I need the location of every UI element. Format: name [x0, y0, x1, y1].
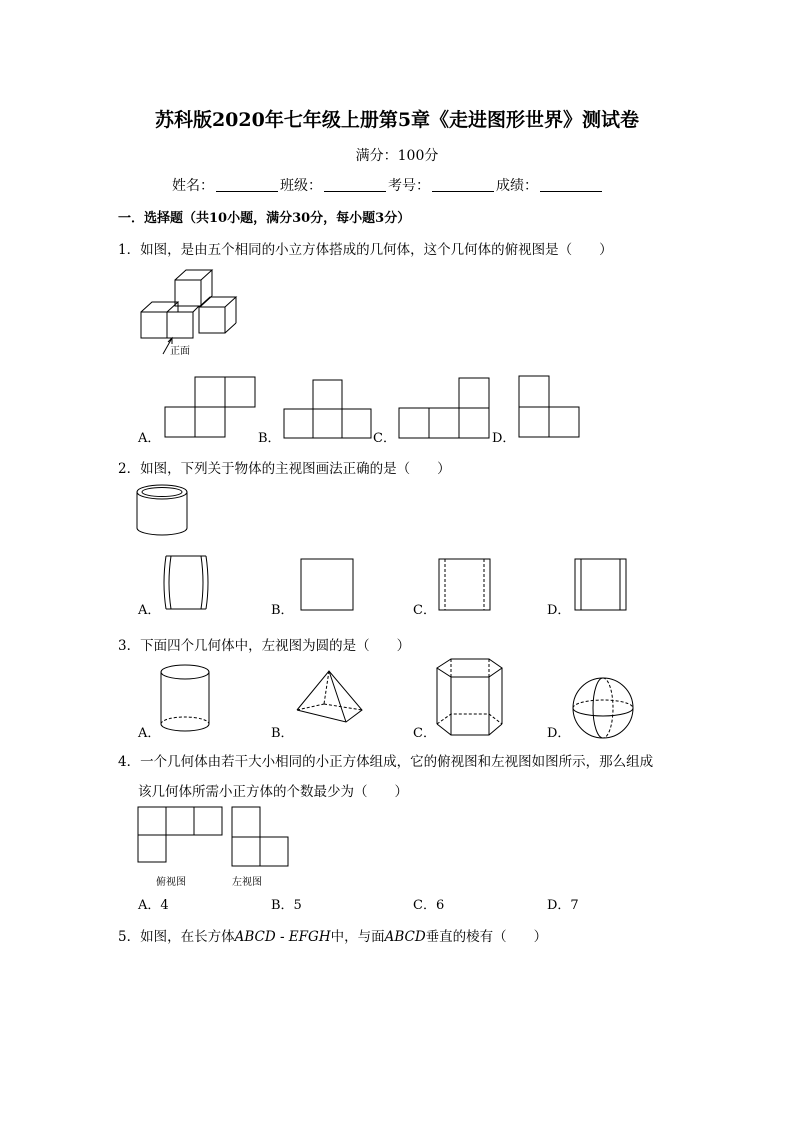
q2-option-d-figure: [574, 558, 628, 612]
q3-option-a-cylinder-figure: [160, 664, 212, 736]
q1-option-b-figure: [283, 380, 373, 440]
name-label: 姓名：: [172, 178, 214, 194]
q3-option-d-sphere-figure: [572, 677, 634, 739]
name-blank[interactable]: [216, 177, 278, 192]
q1-option-b[interactable]: B．: [258, 431, 281, 446]
q2-option-c[interactable]: C．: [413, 603, 436, 618]
q4-option-c[interactable]: C．6: [413, 898, 445, 913]
q3-option-a[interactable]: A．: [138, 726, 161, 741]
q1-solid-figure: [130, 270, 240, 360]
q1-option-a[interactable]: A．: [138, 431, 161, 446]
q2-cylinder-ring-figure: [136, 484, 190, 536]
question-4-text-line1: 4．一个几何体由若干大小相同的小正方体组成，它的俯视图和左视图如图所示，那么组成: [118, 754, 654, 770]
question-1-text: 1．如图，是由五个相同的小立方体搭成的几何体，这个几何体的俯视图是（ ）: [118, 242, 613, 258]
front-label: 正面: [170, 346, 190, 357]
q4-top-view-figure: [137, 806, 223, 864]
top-view-label: 俯视图: [156, 877, 186, 888]
q3-option-c-prism-figure: [436, 658, 504, 740]
page-title: 苏科版2020年七年级上册第5章《走进图形世界》测试卷: [154, 109, 640, 131]
q3-option-d[interactable]: D．: [547, 726, 571, 741]
q1-option-a-figure: [164, 377, 256, 439]
q3-option-b[interactable]: B．: [271, 726, 294, 741]
q5-solid-name: ABCD - EFGH: [234, 929, 331, 945]
question-3-text: 3．下面四个几何体中，左视图为圆的是（ ）: [118, 638, 411, 654]
q2-option-b[interactable]: B．: [271, 603, 294, 618]
q3-option-b-pyramid-figure: [296, 670, 364, 728]
left-view-label: 左视图: [232, 877, 262, 888]
result-label: 成绩：: [496, 178, 538, 194]
q1-option-c-figure: [398, 378, 490, 440]
section-heading: 一．选择题（共10小题，满分30分，每小题3分）: [118, 211, 411, 226]
full-score: 满分：100分: [355, 148, 439, 164]
q4-option-d[interactable]: D．7: [547, 898, 579, 913]
question-4-text-line2: 该几何体所需小正方体的个数最少为（ ）: [138, 784, 408, 800]
q4-option-b[interactable]: B．5: [271, 898, 302, 913]
q1-option-c[interactable]: C．: [373, 431, 396, 446]
q4-left-view-figure: [231, 806, 291, 868]
q1-option-d[interactable]: D．: [492, 431, 516, 446]
student-info: [172, 175, 604, 195]
q5-suffix: 垂直的棱有（ ）: [425, 929, 548, 945]
class-blank[interactable]: [324, 177, 386, 192]
id-label: 考号：: [388, 178, 430, 194]
q2-option-b-figure: [300, 558, 354, 612]
result-blank[interactable]: [540, 177, 602, 192]
q2-option-c-figure: [438, 558, 492, 612]
question-2-text: 2．如图，下列关于物体的主视图画法正确的是（ ）: [118, 461, 451, 477]
class-label: 班级：: [280, 178, 322, 194]
q2-option-a-figure: [162, 555, 210, 611]
q5-mid: 中，与面: [330, 929, 385, 945]
q5-face-name: ABCD: [384, 929, 426, 945]
q3-option-c[interactable]: C．: [413, 726, 436, 741]
q4-option-a[interactable]: A．4: [138, 898, 169, 913]
id-blank[interactable]: [432, 177, 494, 192]
question-5-text: [118, 925, 547, 945]
q2-option-a[interactable]: A．: [138, 603, 161, 618]
q5-prefix: 5．如图，在长方体: [118, 929, 235, 945]
q1-option-d-figure: [518, 375, 582, 439]
q2-option-d[interactable]: D．: [547, 603, 571, 618]
